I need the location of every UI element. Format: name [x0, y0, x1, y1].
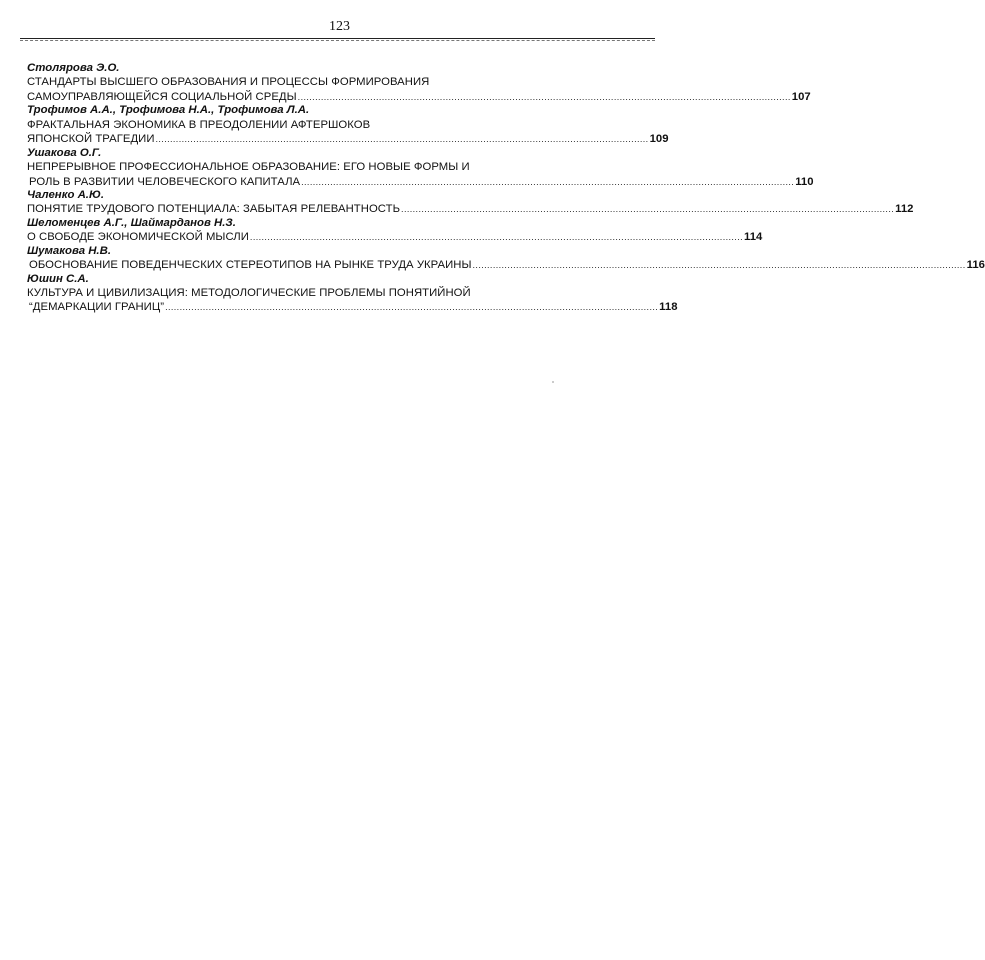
dot-leader: .......................................................................................................................................................................... [301, 176, 795, 187]
header-rule [20, 38, 655, 41]
entry-title-text: РОЛЬ В РАЗВИТИИ ЧЕЛОВЕЧЕСКОГО КАПИТАЛА [29, 175, 301, 188]
toc-entry [27, 244, 985, 273]
toc-entry [27, 62, 811, 104]
entry-title-line: СТАНДАРТЫ ВЫСШЕГО ОБРАЗОВАНИЯ И ПРОЦЕССЫ ФОРМИРОВАНИЯ [27, 76, 430, 89]
dot-leader: .......................................................................................................................................................................... [165, 302, 659, 313]
entry-title-last-line [27, 175, 814, 190]
entry-page-number: 110 [795, 175, 814, 188]
entry-title-last-line [27, 132, 669, 147]
scan-speck [552, 381, 554, 383]
dot-leader: .......................................................................................................................................................................... [401, 204, 895, 215]
entry-author: Шумакова Н.В. [27, 244, 111, 257]
entry-title-last-line [27, 90, 811, 105]
entry-page-number: 109 [649, 133, 669, 146]
entry-title-last-line [27, 202, 914, 217]
toc-entry [27, 216, 763, 245]
entry-title-last-line [27, 230, 763, 245]
entry-title-text: “ДЕМАРКАЦИИ ГРАНИЦ” [29, 301, 165, 314]
entry-title-text: ОБОСНОВАНИЕ ПОВЕДЕНЧЕСКИХ СТЕРЕОТИПОВ НА РЫНКЕ ТРУДА УКРАИНЫ [29, 258, 472, 271]
entry-title-text: САМОУПРАВЛЯЮЩЕЙСЯ СОЦИАЛЬНОЙ СРЕДЫ [27, 90, 297, 103]
toc-entry [27, 104, 669, 146]
entry-page-number: 114 [744, 231, 763, 244]
entry-title-line: КУЛЬТУРА И ЦИВИЛИЗАЦИЯ: МЕТОДОЛОГИЧЕСКИЕ ПРОБЛЕМЫ ПОНЯТИЙНОЙ [27, 286, 471, 299]
dot-leader: .......................................................................................................................................................................... [297, 91, 791, 102]
table-of-contents [27, 62, 985, 315]
entry-title-last-line [27, 300, 678, 315]
entry-author: Ушакова О.Г. [27, 146, 102, 159]
entry-title-text: О СВОБОДЕ ЭКОНОМИЧЕСКОЙ МЫСЛИ [27, 231, 249, 244]
entry-page-number: 116 [966, 258, 985, 271]
entry-page-number: 118 [659, 301, 678, 314]
entry-author: Трофимов А.А., Трофимова Н.А., Трофимова Л.А. [27, 104, 310, 117]
toc-entry [27, 272, 678, 315]
entry-title-text: ЯПОНСКОЙ ТРАГЕДИИ [27, 133, 155, 146]
entry-author: Столярова Э.О. [27, 62, 120, 74]
entry-title-line: НЕПРЕРЫВНОЕ ПРОФЕССИОНАЛЬНОЕ ОБРАЗОВАНИЕ: ЕГО НОВЫЕ ФОРМЫ И [27, 160, 470, 173]
entry-author: Чаленко А.Ю. [27, 189, 105, 202]
dot-leader: .......................................................................................................................................................................... [249, 232, 744, 243]
toc-entry [27, 189, 914, 217]
entry-author: Юшин С.А. [27, 272, 89, 285]
dot-leader: .......................................................................................................................................................................... [155, 134, 649, 145]
entry-page-number: 112 [895, 203, 914, 216]
entry-title-line: ФРАКТАЛЬНАЯ ЭКОНОМИКА В ПРЕОДОЛЕНИИ АФТЕРШОКОВ [27, 118, 371, 131]
dot-leader: .......................................................................................................................................................................... [472, 259, 966, 270]
entry-title-last-line [27, 258, 985, 273]
page-number: 123 [329, 19, 350, 34]
entry-author: Шеломенцев А.Г., Шаймарданов Н.З. [27, 216, 236, 229]
entry-title-text: ПОНЯТИЕ ТРУДОВОГО ПОТЕНЦИАЛА: ЗАБЫТАЯ РЕЛЕВАНТНОСТЬ [27, 203, 401, 216]
entry-page-number: 107 [791, 90, 811, 103]
toc-entry [27, 146, 814, 189]
